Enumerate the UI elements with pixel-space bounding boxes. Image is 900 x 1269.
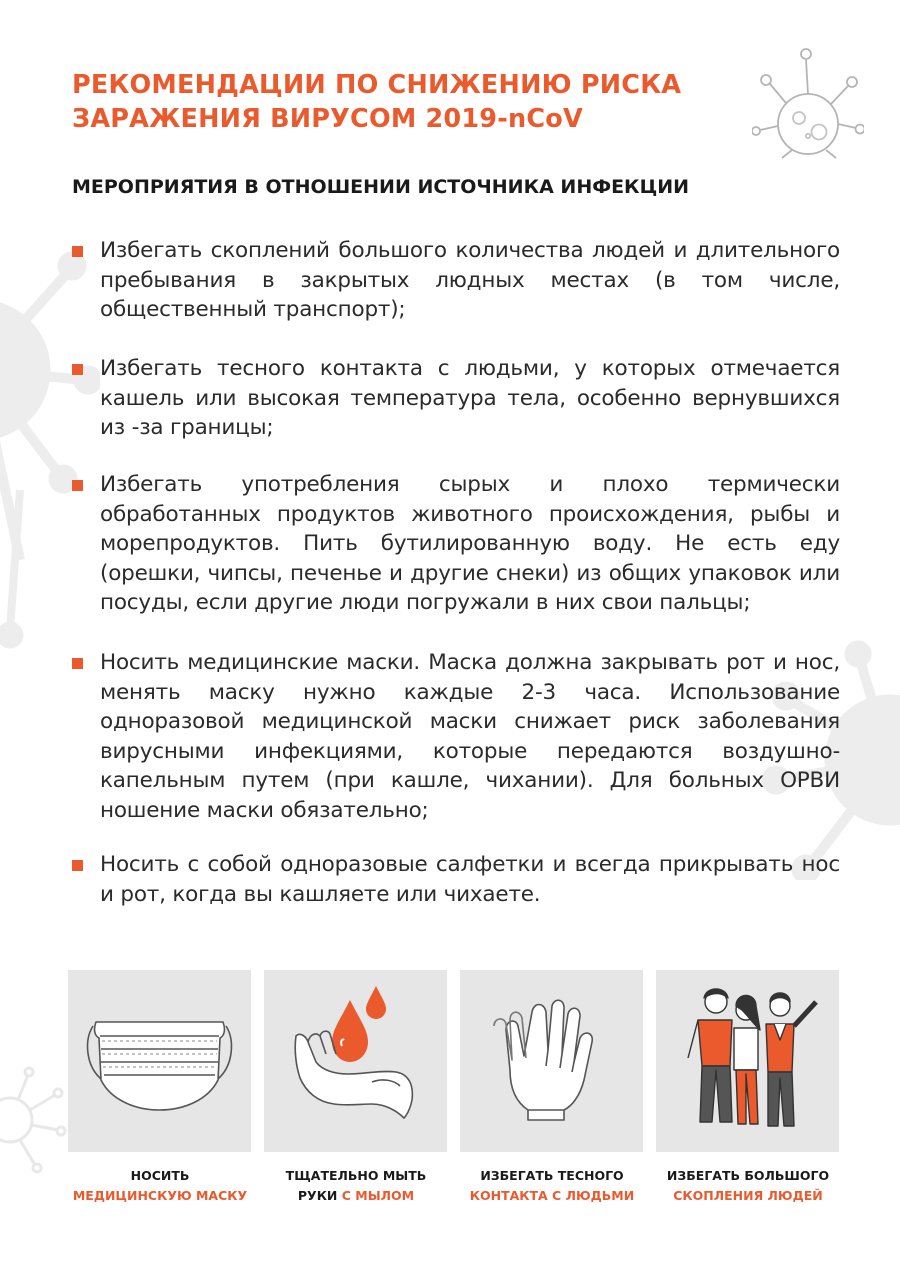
caption-crowd-line-2: СКОПЛЕНИЯ ЛЮДЕЙ xyxy=(673,1188,823,1203)
page-title-line-2: ЗАРАЖЕНИЯ ВИРУСОМ 2019-nCoV xyxy=(72,104,583,134)
bullet-square-icon xyxy=(72,246,83,257)
caption-gloves-line-2: КОНТАКТА С ЛЮДЬМИ xyxy=(469,1188,635,1203)
card-mask xyxy=(68,970,251,1152)
section-heading: МЕРОПРИЯТИЯ В ОТНОШЕНИИ ИСТОЧНИКА ИНФЕКЦИИ xyxy=(72,176,690,198)
virus-outline-icon xyxy=(752,38,864,162)
list-item xyxy=(72,648,842,825)
caption-handwash-line-2-dark: РУКИ xyxy=(297,1188,338,1203)
card-gloves xyxy=(460,970,643,1152)
page-title-line-1: РЕКОМЕНДАЦИИ ПО СНИЖЕНИЮ РИСКА xyxy=(72,70,682,100)
tips-cards xyxy=(68,970,834,1152)
list-item xyxy=(72,470,842,618)
hand-wash-drops-icon xyxy=(264,970,447,1152)
recommendation-text: Носить медицинские маски. Маска должна закрывать рот и нос, менять маску нужно каждые 2-3 часа. Использование одноразовой медицинской маски снижает риск заболевания вирусными инфекциями, которые передаются воздушно-капельным путем (при кашле, чихании). Для больных ОРВИ ношение маски обязательно; xyxy=(100,650,840,823)
caption-gloves xyxy=(452,1166,652,1206)
list-item xyxy=(72,850,842,909)
recommendation-text: Носить с собой одноразовые салфетки и всегда прикрывать нос и рот, когда вы кашляете или чихаете. xyxy=(100,852,840,907)
recommendation-text: Избегать тесного контакта с людьми, у которых отмечается кашель или высокая температура тела, особенно вернувшихся из -за границы; xyxy=(100,356,840,440)
bullet-square-icon xyxy=(72,658,83,669)
caption-mask-line-2: МЕДИЦИНСКУЮ МАСКУ xyxy=(72,1188,248,1203)
recommendation-text: Избегать употребления сырых и плохо термически обработанных продуктов животного происхождения, рыбы и морепродуктов. Пить бутилированную воду. Не есть еду (орешки, чипсы, печенье и другие снеки) из общих упаковок или посуды, если другие люди погружали в них свои пальцы; xyxy=(100,472,840,615)
bullet-square-icon xyxy=(72,364,83,375)
page-title xyxy=(72,68,732,136)
card-handwash xyxy=(264,970,447,1152)
caption-handwash-line-2-orange: С МЫЛОМ xyxy=(341,1188,415,1203)
caption-gloves-line-1: ИЗБЕГАТЬ ТЕСНОГО xyxy=(480,1168,624,1183)
virus-watermark-bottom-left-icon xyxy=(0,1060,70,1180)
caption-mask xyxy=(60,1166,260,1206)
crowd-people-icon xyxy=(656,970,839,1152)
caption-mask-line-1: НОСИТЬ xyxy=(130,1168,190,1183)
caption-crowd xyxy=(648,1166,848,1206)
bullet-square-icon xyxy=(72,860,83,871)
bullet-square-icon xyxy=(72,480,83,491)
caption-handwash xyxy=(256,1166,456,1206)
gloves-icon xyxy=(460,970,643,1152)
caption-handwash-line-1: ТЩАТЕЛЬНО МЫТЬ xyxy=(285,1168,427,1183)
caption-crowd-line-1: ИЗБЕГАТЬ БОЛЬШОГО xyxy=(666,1168,830,1183)
list-item xyxy=(72,354,842,443)
list-item xyxy=(72,236,842,325)
recommendation-text: Избегать скоплений большого количества людей и длительного пребывания в закрытых людных местах (в том числе, общественный транспорт); xyxy=(100,238,840,322)
medical-mask-icon xyxy=(68,970,251,1152)
card-crowd xyxy=(656,970,839,1152)
